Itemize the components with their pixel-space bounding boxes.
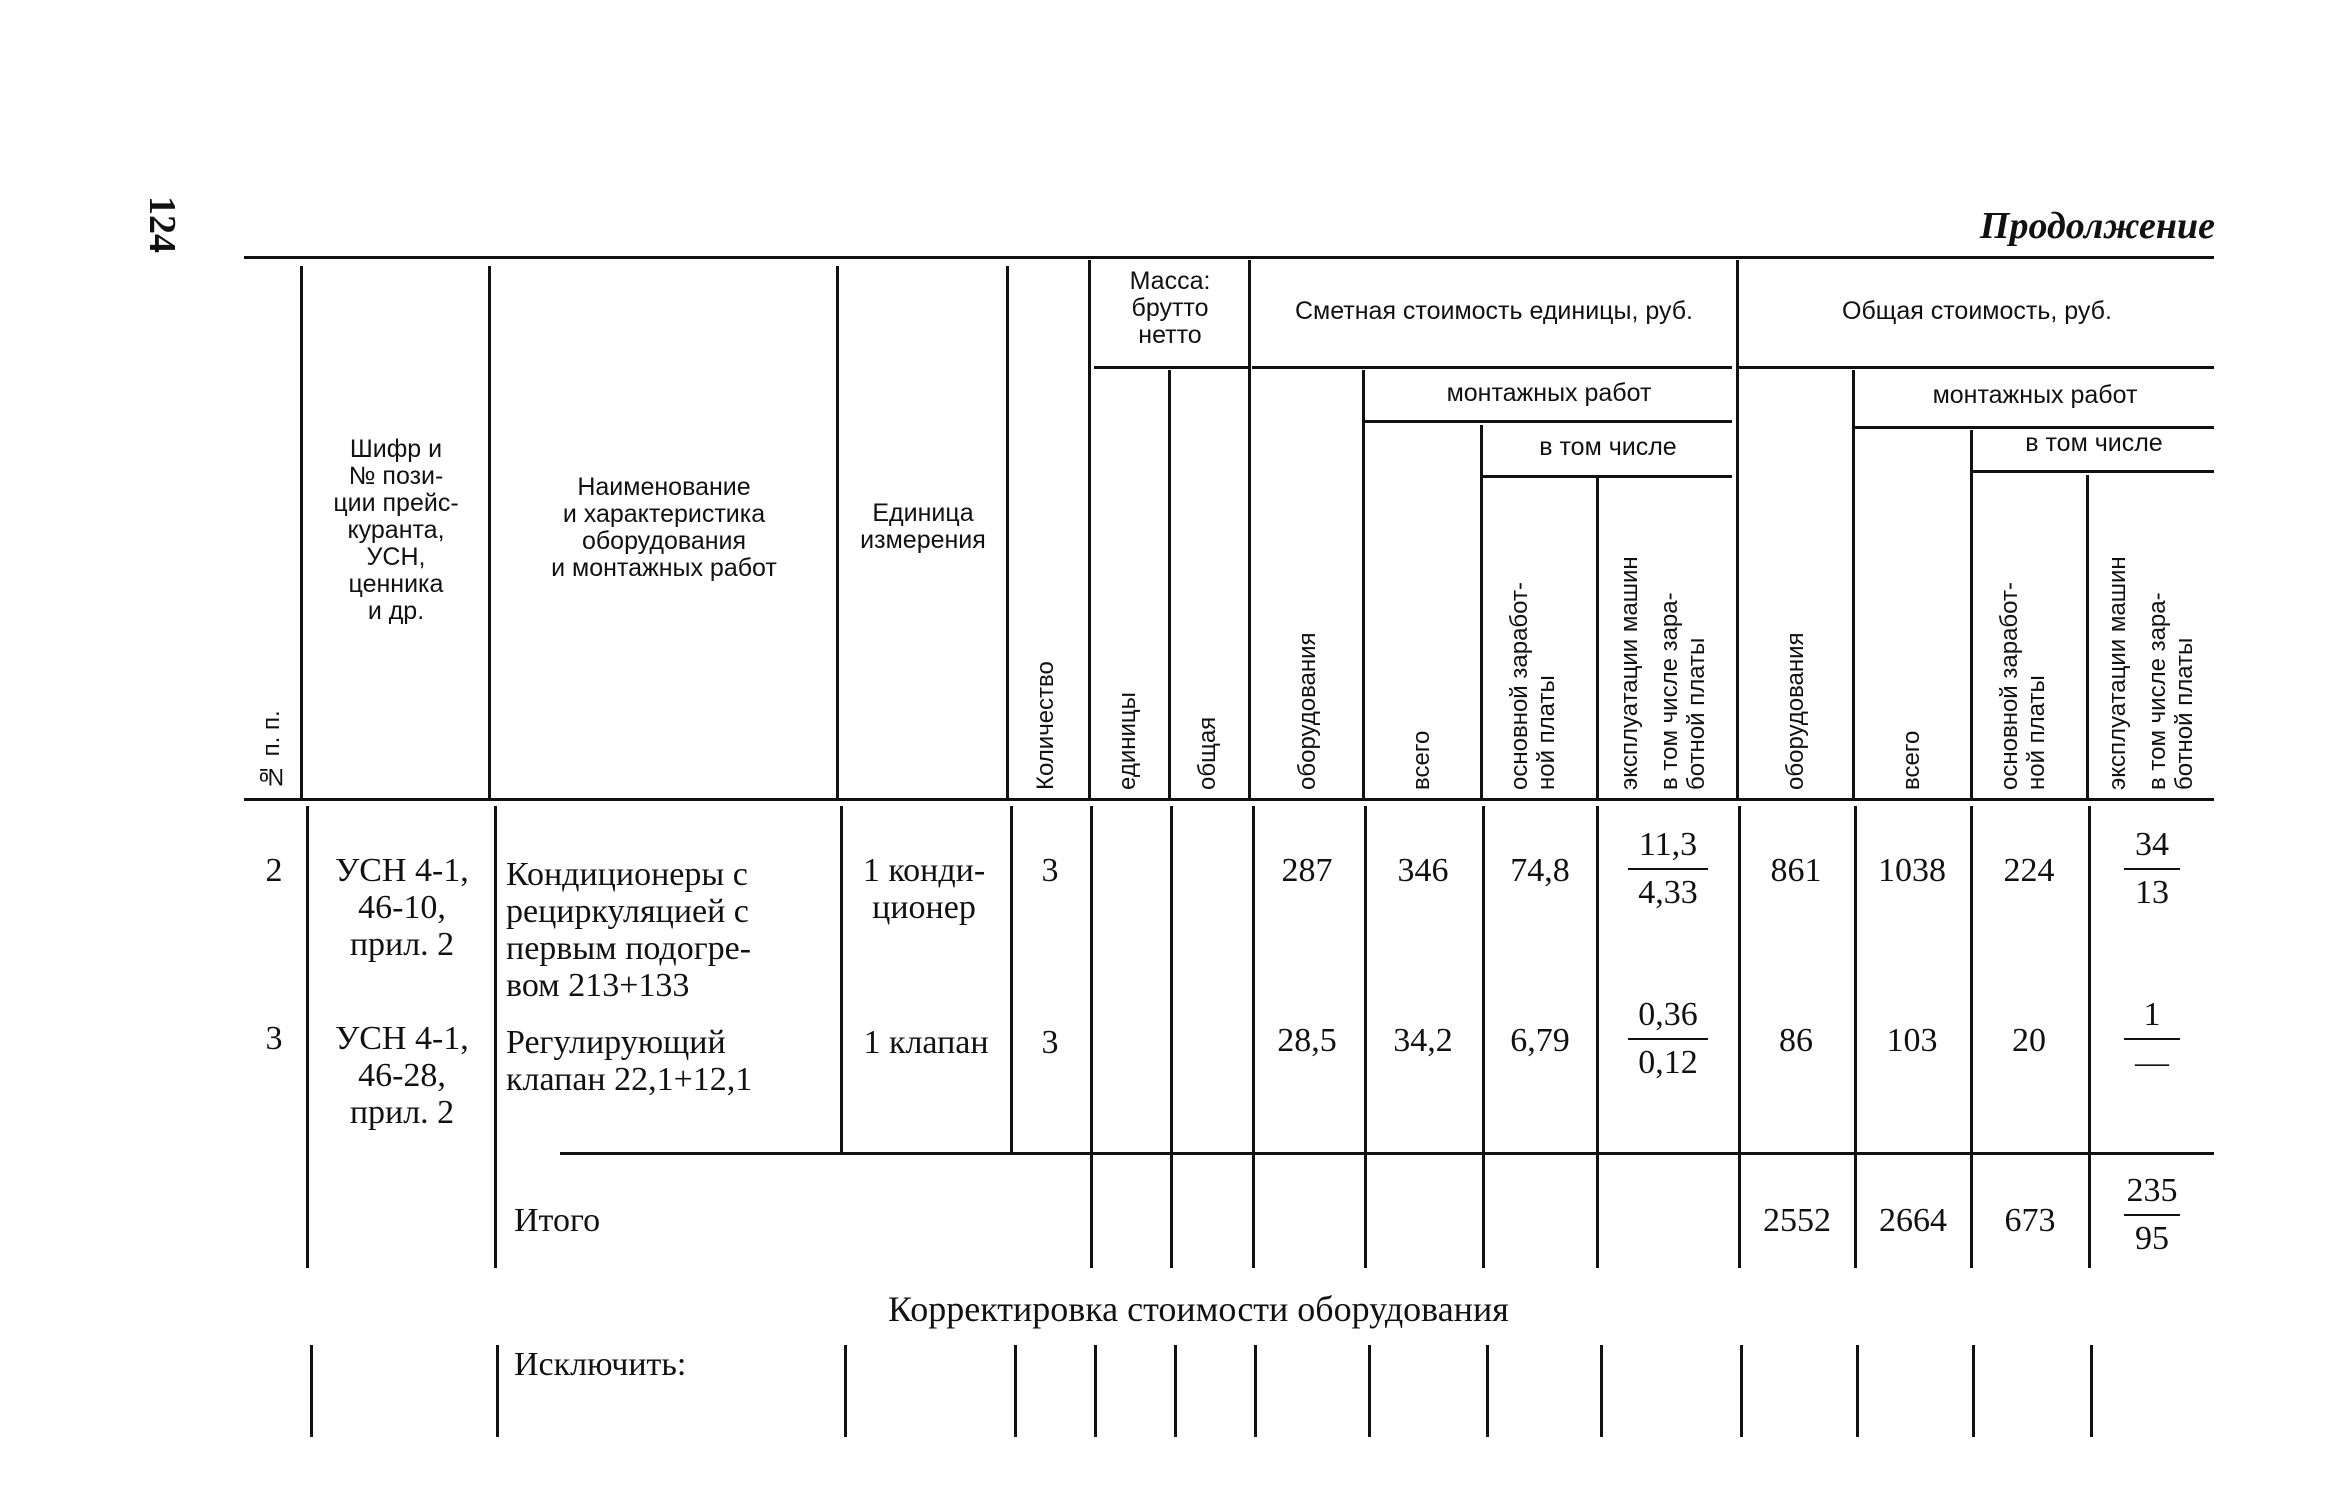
row-qty: 3: [1041, 1024, 1059, 1061]
header-name: Наименование и характеристика оборудования и монтажных работ: [551, 473, 777, 582]
header-unit-machine-wage: в том числе зара- ботной платы: [1656, 592, 1710, 790]
row-unit-machine-fraction: [1600, 996, 1736, 1082]
header-total-cost: Общая стоимость, руб.: [1842, 297, 2112, 325]
header-unit: Единица измерения: [860, 499, 986, 554]
row-unit-wage: 74,8: [1510, 852, 1570, 889]
row-total-equipment: 861: [1770, 852, 1822, 889]
row-unit-total: 34,2: [1393, 1022, 1453, 1059]
row-num: 2: [265, 852, 283, 889]
row-total-equipment: 86: [1779, 1022, 1813, 1059]
row-unit-total: 346: [1397, 852, 1449, 889]
row-code: УСН 4-1, 46-28, прил. 2: [335, 1020, 469, 1131]
row-total-machine-fraction: [2090, 996, 2214, 1082]
header-total-machine: эксплуатации машин: [2104, 556, 2131, 790]
exclude-label: Исключить:: [514, 1346, 687, 1383]
header-total-equipment: оборудования: [1782, 632, 1809, 790]
continuation-label: Продолжение: [1979, 205, 2215, 247]
fraction-numerator: 0,36: [1638, 996, 1698, 1033]
header-unit-basic-wage: основной заработ- ной платы: [1506, 582, 1560, 790]
row-unit-equipment: 287: [1281, 852, 1333, 889]
total-machine-fraction: [2090, 1172, 2214, 1258]
row-unit: 1 клапан: [863, 1024, 989, 1061]
row-name: Кондиционеры с рециркуляцией с первым подогре- вом 213+133: [506, 856, 752, 1004]
row-unit-equipment: 28,5: [1277, 1022, 1337, 1059]
fraction-numerator: 235: [2126, 1172, 2178, 1209]
total-equipment: 2552: [1763, 1202, 1831, 1239]
row-total-total: 103: [1886, 1022, 1938, 1059]
header-unit-cost: Сметная стоимость единицы, руб.: [1294, 297, 1694, 325]
row-name: Регулирующий клапан 22,1+12,1: [506, 1024, 753, 1098]
header-unit-incl: в том числе: [1539, 433, 1677, 461]
header-mass: Масса: брутто нетто: [1129, 267, 1211, 349]
fraction-denominator: —: [2135, 1044, 2169, 1081]
row-unit: 1 конди- ционер: [862, 852, 986, 926]
header-total-installation: монтажных работ: [1932, 381, 2138, 409]
section-title: Корректировка стоимости оборудования: [888, 1289, 1509, 1329]
row-code: УСН 4-1, 46-10, прил. 2: [335, 852, 469, 963]
header-mass-unit: единицы: [1114, 692, 1141, 790]
header-total-incl: в том числе: [2025, 429, 2163, 457]
total-label: Итого: [514, 1202, 601, 1239]
fraction-denominator: 95: [2135, 1220, 2169, 1257]
row-total-wage: 20: [2012, 1022, 2046, 1059]
page-number: 124: [141, 196, 183, 253]
header-num: № п. п.: [258, 710, 285, 790]
header-unit-total: всего: [1408, 730, 1435, 790]
row-num: 3: [265, 1020, 283, 1057]
header-total-machine-wage: в том числе зара- ботной платы: [2144, 592, 2198, 790]
header-unit-machine: эксплуатации машин: [1616, 556, 1643, 790]
row-total-machine-fraction: [2090, 826, 2214, 912]
row-total-total: 1038: [1878, 852, 1946, 889]
header-qty: Количество: [1032, 661, 1059, 790]
row-qty: 3: [1041, 852, 1059, 889]
header-mass-total: общая: [1194, 716, 1221, 790]
header-unit-installation: монтажных работ: [1446, 379, 1652, 407]
row-total-wage: 224: [2003, 852, 2055, 889]
fraction-denominator: 0,12: [1638, 1044, 1698, 1081]
header-total-basic-wage: основной заработ- ной платы: [1996, 582, 2050, 790]
fraction-numerator: 11,3: [1638, 826, 1698, 863]
fraction-numerator: 1: [2143, 996, 2161, 1033]
total-total: 2664: [1879, 1202, 1947, 1239]
row-unit-wage: 6,79: [1510, 1022, 1570, 1059]
fraction-denominator: 4,33: [1638, 874, 1698, 911]
header-total-total: всего: [1898, 730, 1925, 790]
row-unit-machine-fraction: [1600, 826, 1736, 912]
header-code: Шифр и № пози- ции прейс- куранта, УСН, ценника и др.: [333, 435, 459, 625]
fraction-numerator: 34: [2135, 826, 2169, 863]
total-wage: 673: [2004, 1202, 2056, 1239]
header-unit-equipment: оборудования: [1294, 632, 1321, 790]
fraction-denominator: 13: [2135, 874, 2169, 911]
